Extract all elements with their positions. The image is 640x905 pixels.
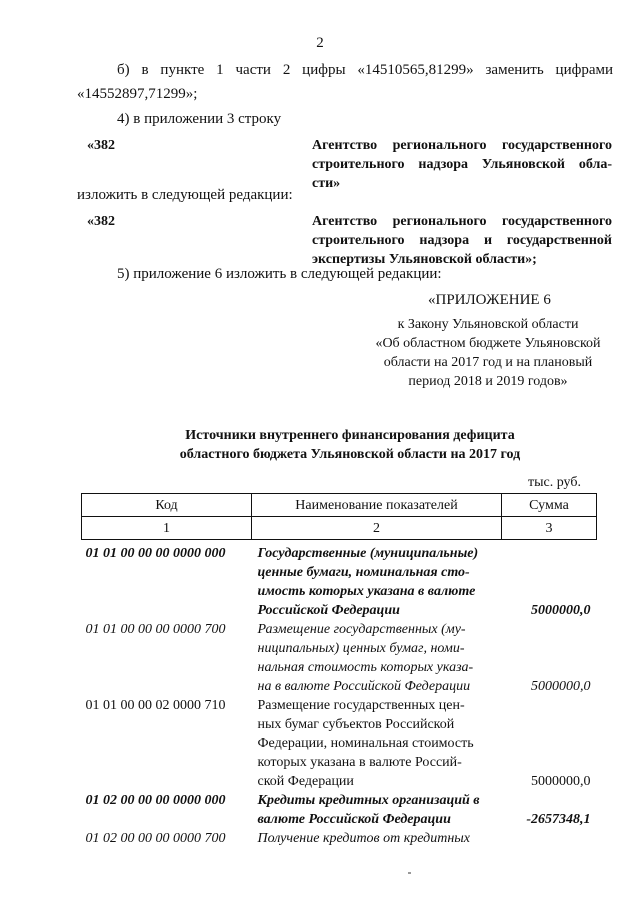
paragraph-replace: изложить в следующей редакции: [77,187,293,203]
row-name-line: Государственные (муниципальные) [257,546,479,561]
appendix-line: «Об областном бюджете Ульяновской [375,336,601,351]
row-name-line: ской Федерации [257,774,354,789]
row-sum: -2657348,1 [526,812,591,827]
row-sum: 5000000,0 [531,603,591,618]
paragraph-b-line2: «14552897,71299»; [77,86,198,102]
table-row [82,791,597,829]
column-number: 1 [82,517,252,540]
row-name-line: Размещение государственных цен- [257,698,465,713]
table-row [82,540,597,621]
row-name-line: Получение кредитов от кредитных [257,831,470,846]
table-header-row [82,494,597,517]
appendix-title: «ПРИЛОЖЕНИЕ 6 [428,292,551,308]
page-number: 2 [316,35,324,51]
row-code: 01 01 00 00 02 0000 710 [85,698,226,713]
row-name-line: Российской Федерации [257,603,400,618]
old-row-code: «382 [87,138,115,153]
row-name-line: Федерации, номинальная стоимость [257,736,474,751]
header-name: Наименование показателей [252,494,502,517]
row-name [252,829,502,848]
paragraph-5: 5) приложение 6 изложить в следующей редакции: [117,266,442,282]
appendix-line: области на 2017 год и на плановый [383,355,593,370]
table-row [82,620,597,696]
section-heading [90,426,610,464]
new-row-line: строительного надзора и государственной [312,233,612,248]
row-code: 01 02 00 00 00 0000 700 [85,831,226,846]
row-name [252,791,502,829]
units-label: тыс. руб. [528,475,581,490]
paragraph-b-line1: б) в пункте 1 части 2 цифры «14510565,81299» заменить цифрами [117,62,613,78]
heading-line: Источники внутреннего финансирования дефицита [185,428,515,443]
row-sum: 5000000,0 [531,679,591,694]
row-name-line: ценные бумаги, номинальная сто- [257,565,470,580]
column-number: 3 [502,517,597,540]
header-code: Код [82,494,252,517]
appendix-reference [352,315,624,391]
row-sum [502,829,597,848]
row-name [252,696,502,791]
row-name-line: ных бумаг субъектов Российской [257,717,455,732]
new-row-name [312,212,612,269]
row-name [252,540,502,621]
row-name-line: ниципальных) ценных бумаг, номи- [257,641,465,656]
heading-line: областного бюджета Ульяновской области на 2017 год [179,447,521,462]
new-row-code: «382 [87,214,115,229]
new-row-line: экспертизы Ульяновской области»; [312,252,537,267]
old-row-line: Агентство регионального государственного [312,138,612,153]
appendix-line: к Закону Ульяновской области [397,317,579,332]
row-name-line: Кредиты кредитных организаций в [257,793,480,808]
row-name-line: на в валюте Российской Федерации [257,679,471,694]
row-name-line: валюте Российской Федерации [257,812,451,827]
row-name-line: имость которых указана в валюте [257,584,476,599]
appendix-line: период 2018 и 2019 годов» [408,374,568,389]
row-code: 01 02 00 00 00 0000 000 [85,793,226,808]
row-name-line: нальная стоимость которых указа- [257,660,474,675]
row-code: 01 01 00 00 00 0000 700 [85,622,226,637]
row-name-line: которых указана в валюте Россий- [257,755,462,770]
paragraph-4: 4) в приложении 3 строку [117,111,282,127]
table-number-row [82,517,597,540]
old-row-line: строительного надзора Ульяновской обла- [312,157,612,172]
old-row-line: сти» [312,176,341,191]
old-row-name [312,136,612,193]
table-row [82,696,597,791]
scan-mark [408,872,411,874]
table-row [82,829,597,848]
column-number: 2 [252,517,502,540]
new-row-line: Агентство регионального государственного [312,214,612,229]
row-name-line: Размещение государственных (му- [257,622,466,637]
financing-table [81,493,597,848]
row-code: 01 01 00 00 00 0000 000 [85,546,226,561]
header-sum: Сумма [502,494,597,517]
row-sum: 5000000,0 [531,774,591,789]
row-name [252,620,502,696]
